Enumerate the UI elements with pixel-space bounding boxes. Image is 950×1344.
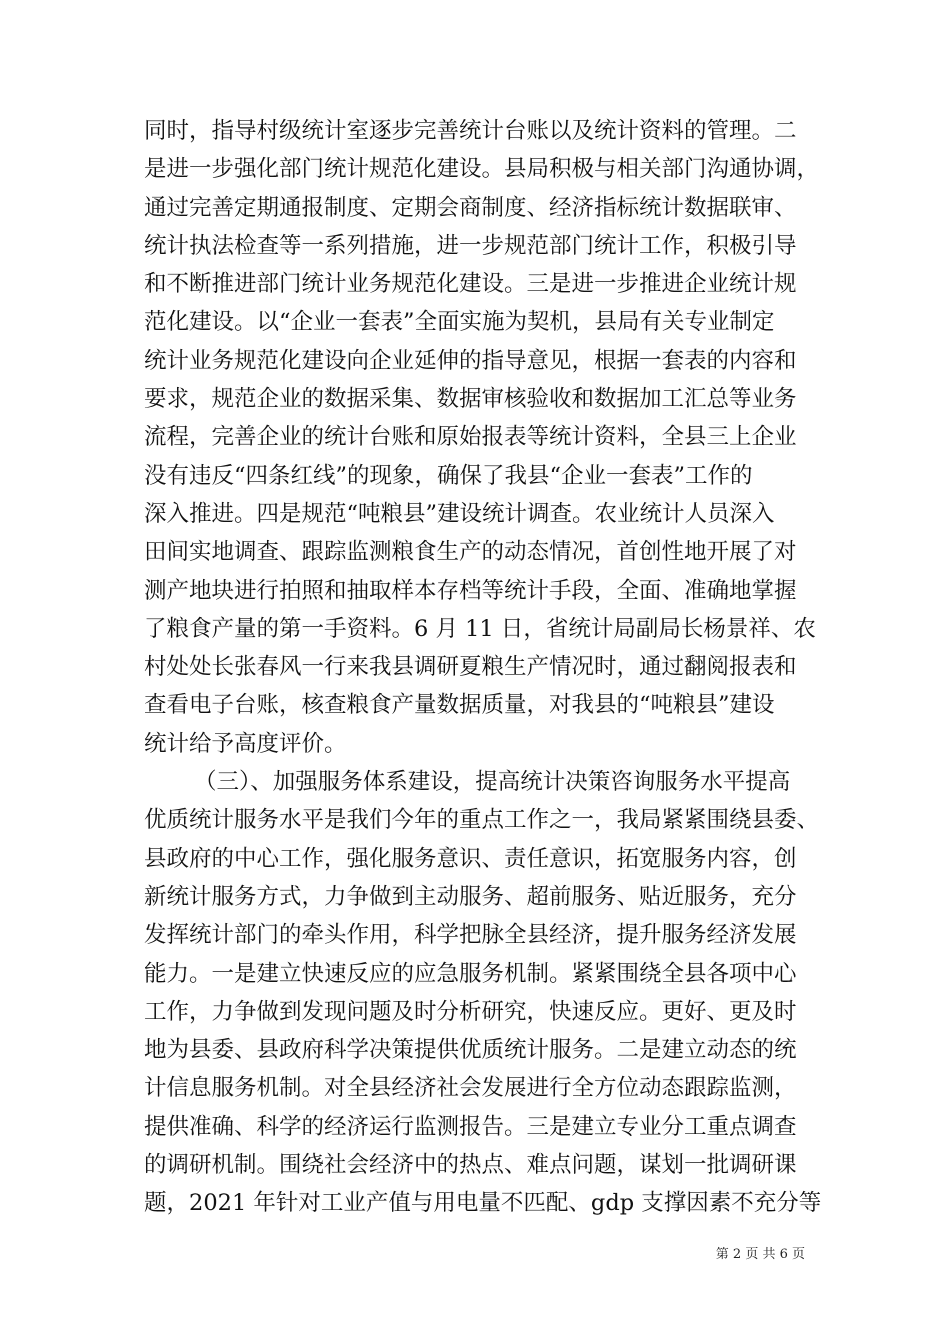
section-heading-line: （三）、加强服务体系建设，提高统计决策咨询服务水平提高 [194,769,791,796]
body-text [144,112,822,1223]
page-number: 第 2 页 共 6 页 [715,1247,805,1262]
text-line: 统计执法检查等一系列措施，进一步规范部门统计工作，积极引导 [144,232,797,259]
text-line: 提供准确、科学的经济运行监测报告。三是建立专业分工重点调查 [144,1113,797,1140]
text-line: 统计业务规范化建设向企业延伸的指导意见，根据一套表的内容和 [144,347,797,374]
text-line: 通过完善定期通报制度、定期会商制度、经济指标统计数据联审、 [144,194,797,221]
text-line: 计信息服务机制。对全县经济社会发展进行全方位动态跟踪监测， [144,1075,797,1102]
text-line: 流程，完善企业的统计台账和原始报表等统计资料，全县三上企业 [144,424,797,451]
text-line: 题，2021 年针对工业产值与用电量不匹配、gdp 支撑因素不充分等 [144,1190,822,1217]
text-line: 的调研机制。围绕社会经济中的热点、难点问题，谋划一批调研课 [144,1152,797,1179]
text-line: 深入推进。四是规范“吨粮县”建设统计调查。农业统计人员深入 [144,500,775,527]
text-line: 能力。一是建立快速反应的应急服务机制。紧紧围绕全县各项中心 [144,960,797,987]
text-line: 和不断推进部门统计业务规范化建设。三是进一步推进企业统计规 [144,271,797,298]
text-line: 同时，指导村级统计室逐步完善统计台账以及统计资料的管理。二 [144,118,797,144]
text-line: 工作，力争做到发现问题及时分析研究，快速反应。更好、更及时 [144,998,797,1025]
text-line: 地为县委、县政府科学决策提供优质统计服务。二是建立动态的统 [144,1037,797,1064]
text-line: 发挥统计部门的牵头作用，科学把脉全县经济，提升服务经济发展 [144,922,797,949]
text-line: 要求，规范企业的数据采集、数据审核验收和数据加工汇总等业务 [144,386,797,413]
text-line: 没有违反“四条红线”的现象，确保了我县“企业一套表”工作的 [144,462,753,489]
text-line: 查看电子台账，核查粮食产量数据质量，对我县的“吨粮县”建设 [144,692,775,719]
text-line: 优质统计服务水平是我们今年的重点工作之一，我局紧紧围绕县委、 [144,807,820,834]
text-line: 新统计服务方式，力争做到主动服务、超前服务、贴近服务，充分 [144,883,797,910]
text-line: 统计给予高度评价。 [144,730,347,757]
text-line: 村处处长张春风一行来我县调研夏粮生产情况时，通过翻阅报表和 [144,654,797,681]
text-line: 了粮食产量的第一手资料。6 月 11 日，省统计局副局长杨景祥、农 [144,615,816,642]
text-line: 县政府的中心工作，强化服务意识、责任意识，拓宽服务内容，创 [144,845,797,872]
text-line: 范化建设。以“企业一套表”全面实施为契机，县局有关专业制定 [144,309,775,336]
text-line: 是进一步强化部门统计规范化建设。县局积极与相关部门沟通协调， [144,156,820,183]
text-line: 测产地块进行拍照和抽取样本存档等统计手段，全面、准确地掌握 [144,577,797,604]
text-line: 田间实地调查、跟踪监测粮食生产的动态情况，首创性地开展了对 [144,539,797,566]
